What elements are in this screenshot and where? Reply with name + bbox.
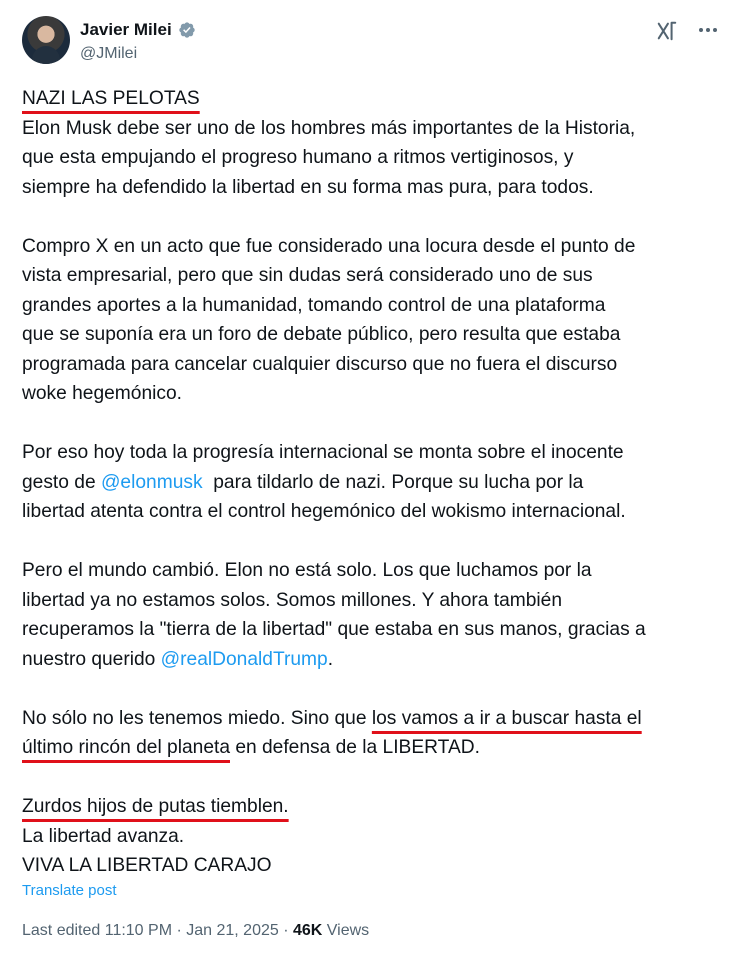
text-line: que esta empujando el progreso humano a ritmos vertiginosos, y <box>22 147 574 168</box>
text-line: woke hegemónico. <box>22 383 182 404</box>
views-count: 46K <box>292 922 323 939</box>
text-line: vista empresarial, pero que sin dudas será considerado uno de sus <box>22 265 593 286</box>
underlined-fragment: Zurdos hijos de putas tiemblen. <box>22 796 289 817</box>
translate-post-link[interactable]: Translate post <box>22 882 117 899</box>
text-line <box>22 468 722 498</box>
post-meta <box>22 922 369 940</box>
avatar[interactable] <box>22 16 70 64</box>
post-header <box>22 14 722 70</box>
text-line: que se suponía era un foro de debate público, pero resulta que estaba <box>22 324 621 345</box>
text-line: programada para cancelar cualquier discurso que no fuera el discurso <box>22 353 618 375</box>
paragraph-3 <box>22 438 722 527</box>
more-options-icon[interactable] <box>696 18 720 42</box>
text-fragment: nuestro querido <box>22 648 161 670</box>
text-line: Compro X en un acto que fue considerado una locura desde el punto de <box>22 235 636 257</box>
edited-timestamp[interactable]: Last edited 11:10 PM · Jan 21, 2025 · <box>22 922 293 939</box>
text-line: grandes aportes a la humanidad, tomando control de una plataforma <box>22 294 606 316</box>
text-fragment: gesto de <box>22 471 101 493</box>
verified-badge-icon[interactable] <box>178 21 196 39</box>
grok-icon[interactable] <box>656 20 678 42</box>
text-line: siempre ha defendido la libertad en su forma mas pura, para todos. <box>22 176 594 198</box>
author-name[interactable]: Javier Milei <box>80 20 172 39</box>
text-line <box>22 645 722 675</box>
post-heading: NAZI LAS PELOTAS <box>22 88 200 109</box>
text-line: Pero el mundo cambió. Elon no está solo. Los que luchamos por la <box>22 560 592 581</box>
text-line: libertad atenta contra el control hegemónico del wokismo internacional. <box>22 501 626 522</box>
paragraph-2 <box>22 232 722 409</box>
post-body <box>22 84 722 881</box>
paragraph-6 <box>22 792 722 881</box>
author-name-row <box>80 20 196 40</box>
underlined-fragment: último rincón del planeta <box>22 737 230 758</box>
underlined-fragment: los vamos a ir a buscar hasta el <box>371 707 642 729</box>
text-fragment: . <box>327 648 334 670</box>
text-fragment: en defensa de la LIBERTAD. <box>230 737 480 758</box>
views-label: Views <box>322 922 370 939</box>
text-line: recuperamos la "tierra de la libertad" que estaba en sus manos, gracias a <box>22 619 646 640</box>
text-line: Elon Musk debe ser uno de los hombres más importantes de la Historia, <box>22 117 636 139</box>
text-line <box>22 704 722 734</box>
text-fragment: No sólo no les tenemos miedo. Sino que <box>22 707 372 729</box>
paragraph-5 <box>22 704 722 763</box>
text-fragment: para tildarlo de nazi. Porque su lucha por la <box>202 471 584 493</box>
mention-elonmusk-link[interactable]: @elonmusk <box>100 471 203 493</box>
text-line <box>22 733 722 763</box>
text-line: VIVA LA LIBERTAD CARAJO <box>22 855 272 876</box>
mention-realdonaldtrump-link[interactable]: @realDonaldTrump <box>160 648 328 670</box>
paragraph-1 <box>22 84 722 202</box>
author-handle[interactable]: @JMilei <box>80 45 138 62</box>
paragraph-4 <box>22 556 722 674</box>
text-line: Por eso hoy toda la progresía internacional se monta sobre el inocente <box>22 442 624 463</box>
text-line: libertad ya no estamos solos. Somos millones. Y ahora también <box>22 589 563 611</box>
text-line: La libertad avanza. <box>22 825 185 847</box>
